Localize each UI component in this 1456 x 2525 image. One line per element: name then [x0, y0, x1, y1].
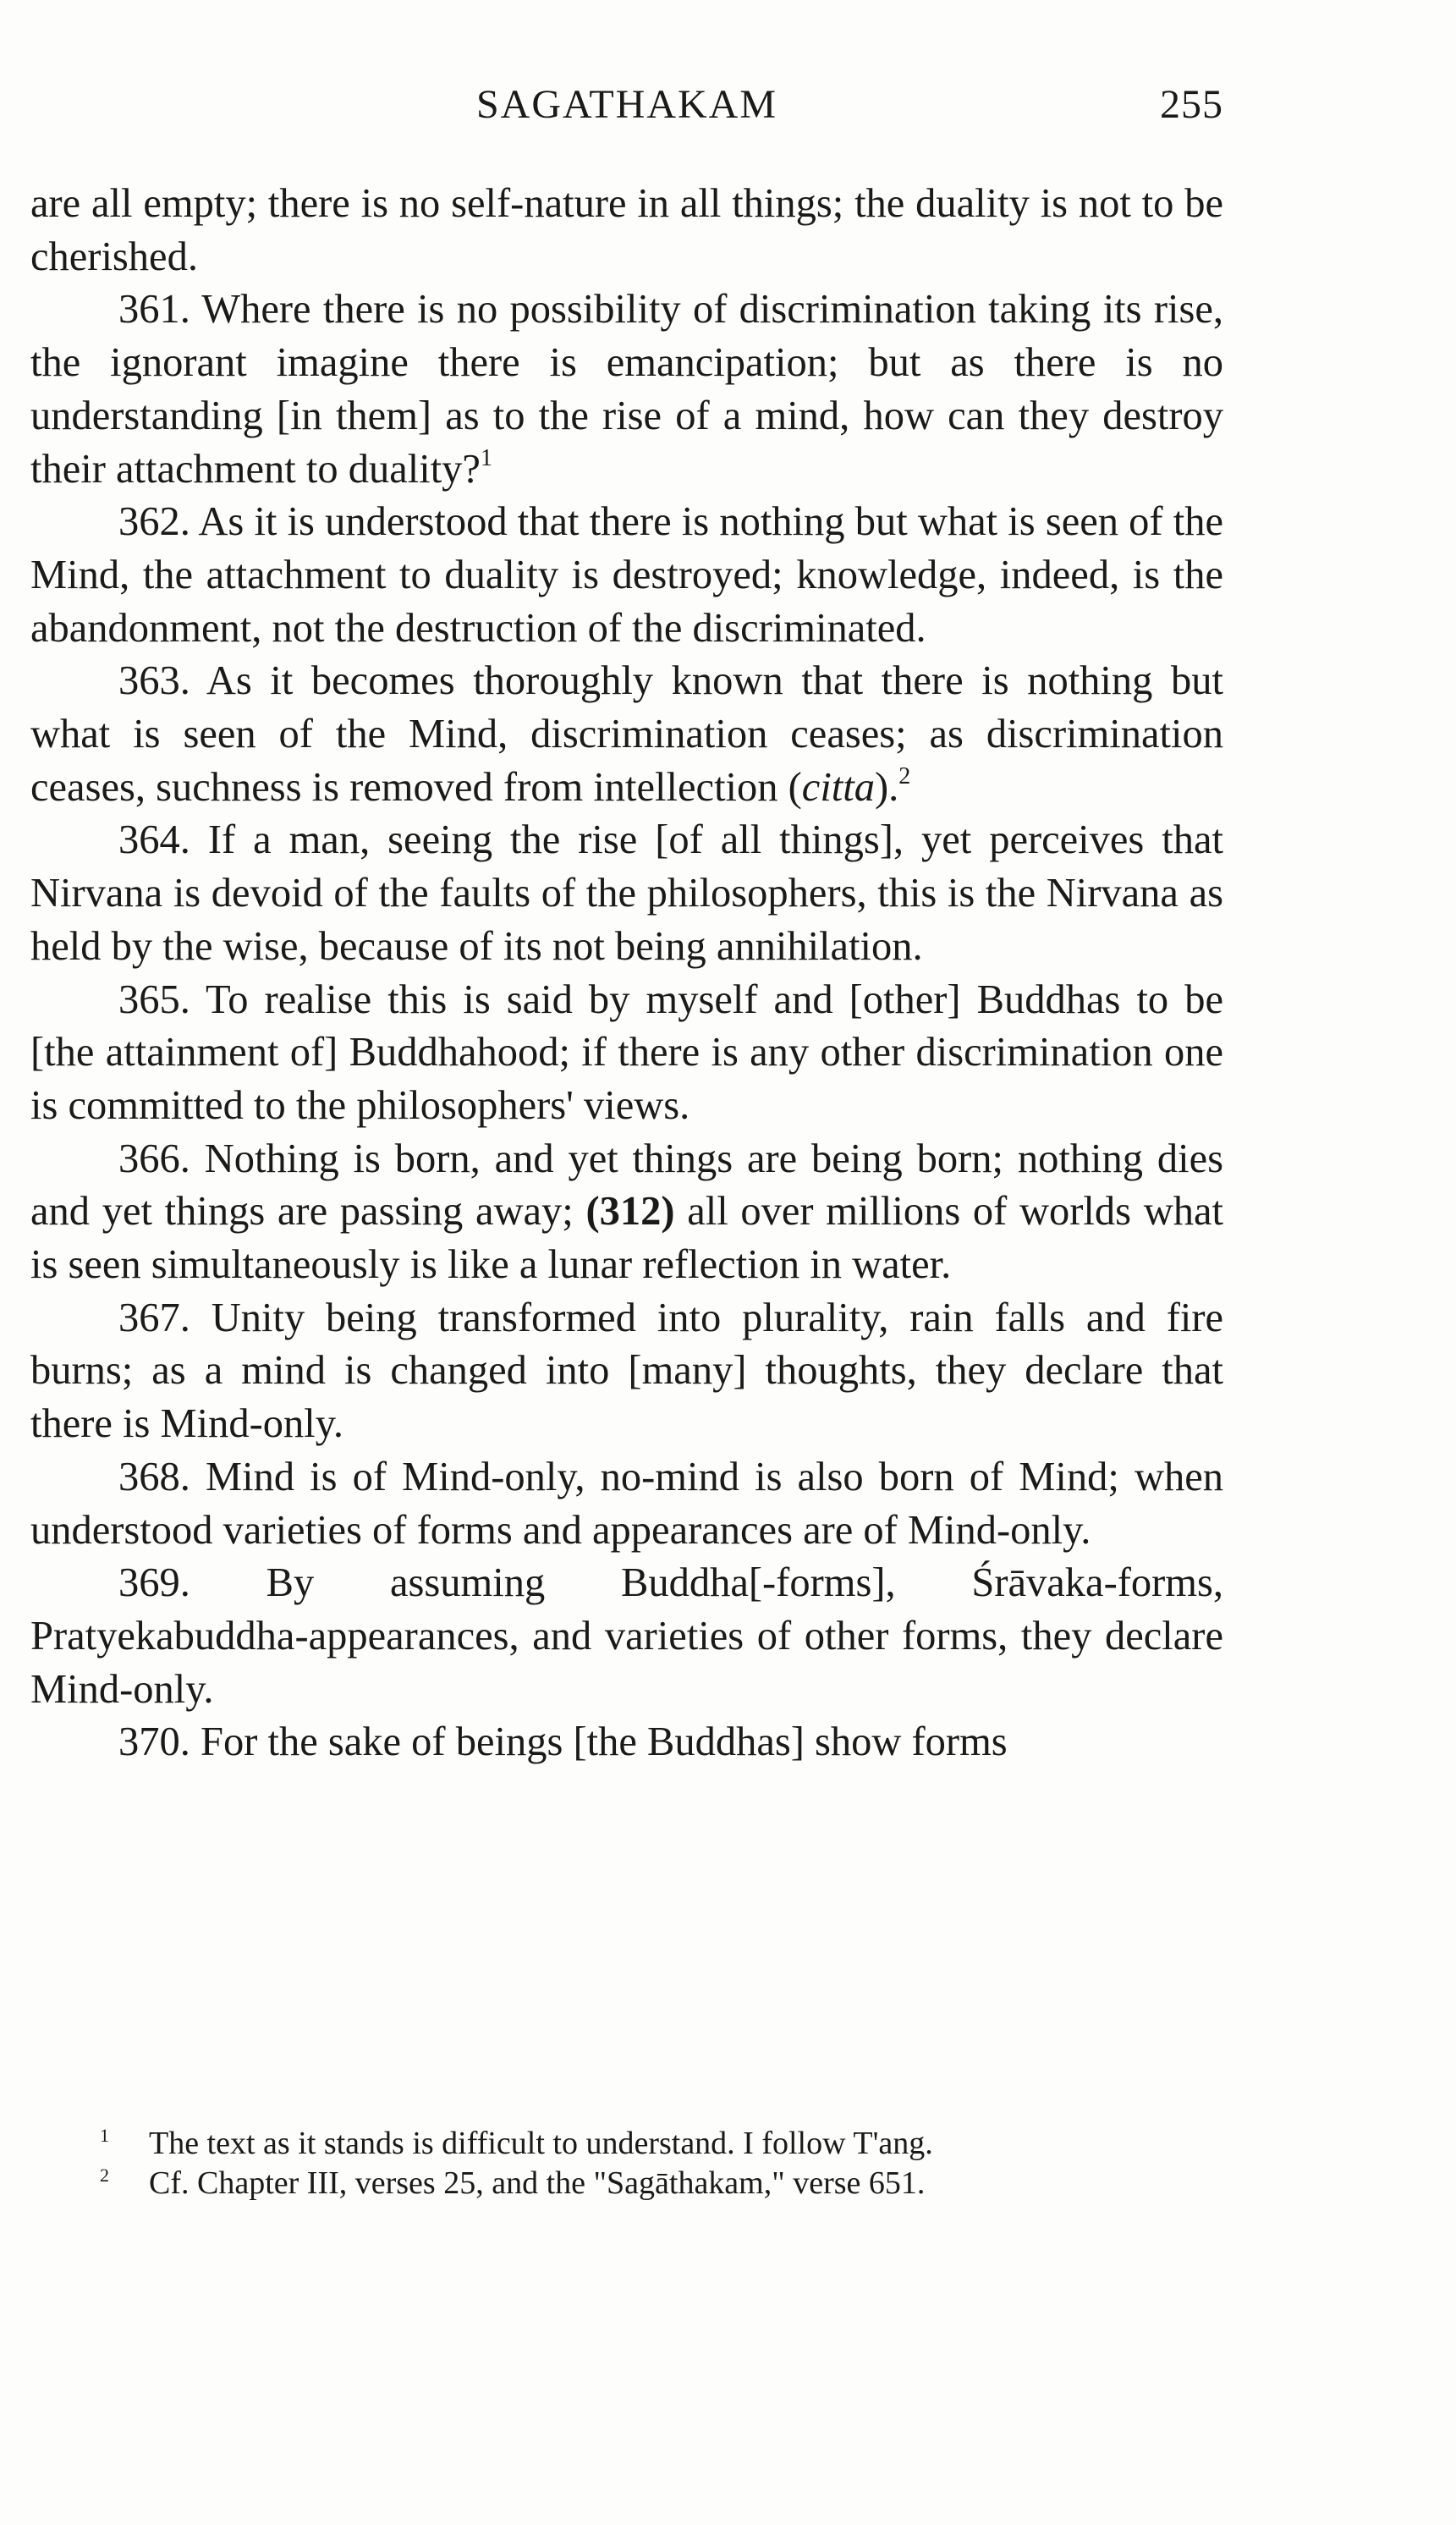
footnote-ref-1: 1	[480, 444, 492, 471]
verse-368: 368. Mind is of Mind-only, no-mind is also born of Mind; when understood varieties of forms and appearances are of Mind-only.	[30, 1454, 1223, 1553]
verse-365: 365. To realise this is said by myself and [other] Buddhas to be [the attainment of] Buddhahood; if there is any other discrimination one is committed to the philosophers' views.	[30, 976, 1223, 1128]
page-number: 255	[1160, 82, 1223, 127]
paragraph-continued: are all empty; there is no self-nature in all things; the duality is not to be cherished.	[30, 181, 1223, 279]
verse-366-source-page: (312)	[585, 1189, 675, 1235]
verse-366-text-b: all over millions of worlds what is seen simultaneously is like a lunar reflection in water.	[30, 1189, 1223, 1288]
running-header	[30, 74, 1223, 134]
verse-362: 362. As it is understood that there is nothing but what is seen of the Mind, the attachment to duality is destroyed; knowledge, indeed, is the abandonment, not the destruction of the discriminated.	[30, 499, 1223, 651]
footnotes	[30, 2124, 1223, 2203]
verse-367: 367. Unity being transformed into plurality, rain falls and fire burns; as a mind is changed into [many] thoughts, they declare that there is Mind-only.	[30, 1295, 1223, 1447]
verse-370: 370. For the sake of beings [the Buddhas] show forms	[118, 1719, 1008, 1765]
verse-363-text-b: ).	[875, 764, 899, 810]
verse-361-text: 361. Where there is no possibility of discrimination taking its rise, the ignorant imagine there is emancipation; but as there is no understanding [in them] as to the rise of a mind, how can they destroy their attachment to duality?	[30, 287, 1223, 492]
verse-363	[30, 655, 1223, 814]
verse-364: 364. If a man, seeing the rise [of all things], yet perceives that Nirvana is devoid of the faults of the philosophers, this is the Nirvana as held by the wise, because of its not being annihilation.	[30, 817, 1223, 969]
verse-366-text-a: 366. Nothing is born, and yet things are being born; nothing dies and yet things are passing away;	[30, 1136, 1223, 1235]
verse-369: 369. By assuming Buddha[-forms], Śrāvaka-forms, Pratyekabuddha-appearances, and varieties of other forms, they declare Mind-only.	[30, 1560, 1223, 1712]
footnote-2	[30, 2164, 1223, 2203]
verse-363-text-a: 363. As it becomes thoroughly known that there is nothing but what is seen of the Mind, discrimination ceases; as discrimination ceases, suchness is removed from intellection (	[30, 658, 1223, 810]
running-title: SAGATHAKAM	[475, 82, 778, 127]
main-text	[30, 178, 1223, 1769]
footnote-2-mark: 2	[100, 2165, 109, 2186]
footnote-2-text: Cf. Chapter III, verses 25, and the "Sagāthakam," verse 651.	[149, 2165, 926, 2201]
footnote-ref-2: 2	[898, 762, 911, 789]
verse-361	[30, 283, 1223, 496]
verse-366	[30, 1133, 1223, 1292]
footnote-1-mark: 1	[100, 2125, 109, 2146]
footnote-1-text: The text as it stands is difficult to understand. I follow T'ang.	[149, 2126, 933, 2161]
footnote-1	[30, 2124, 1223, 2164]
verse-363-citta: citta	[801, 764, 875, 810]
